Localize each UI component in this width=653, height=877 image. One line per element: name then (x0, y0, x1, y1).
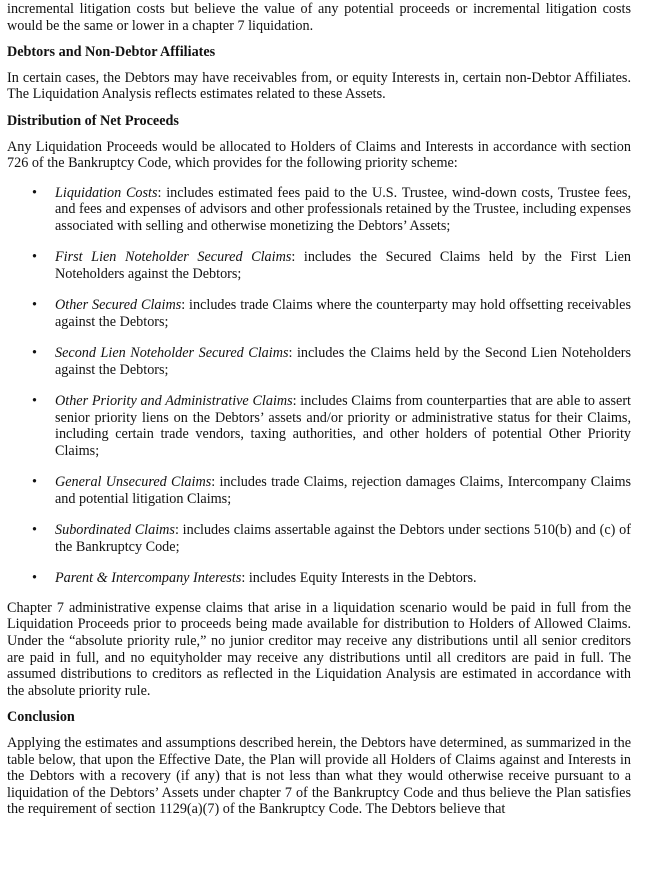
affiliates-paragraph: In certain cases, the Debtors may have receivables from, or equity Interests in, certain non-Debtor Affiliates. The Liquidation Analysis reflects estimates related to these Assets. (7, 69, 631, 103)
bullet-icon: • (32, 249, 37, 266)
priority-term: First Lien Noteholder Secured Claims (55, 249, 292, 266)
conclusion-paragraph: Applying the estimates and assumptions described herein, the Debtors have determined, as summarized in the table below, that upon the Effective Date, the Plan will provide all Holders of Claims against and Interests in the Debtors with a recovery (if any) that is not less than what they would otherwise receive pursuant to a liquidation of the Debtors’ Assets under chapter 7 of the Bankruptcy Code and thus believe the Plan satisfies the requirement of section 1129(a)(7) of the Bankruptcy Code. The Debtors believe that (7, 734, 631, 818)
priority-description: : includes claims assertable against the Debtors under sections 510(b) and (c) of the Bankruptcy Code; (55, 522, 631, 556)
bullet-icon: • (32, 474, 37, 491)
priority-term: Liquidation Costs (55, 184, 158, 201)
document-page (0, 1, 653, 818)
priority-description: : includes the Claims held by the Second Lien Noteholders against the Debtors; (55, 345, 632, 378)
priority-term: Other Secured Claims (55, 297, 182, 314)
priority-description: : includes the Secured Claims held by the First Lien Noteholders against the Debtors; (55, 249, 631, 282)
bullet-icon: • (32, 393, 37, 410)
list-item-subordinated (7, 522, 631, 555)
list-item-first-lien-secured (7, 249, 631, 282)
list-item-other-secured (7, 297, 631, 330)
list-item-liquidation-costs (7, 185, 631, 235)
heading-conclusion: Conclusion (7, 709, 75, 726)
priority-term: Second Lien Noteholder Secured Claims (55, 345, 289, 362)
priority-term: Other Priority and Administrative Claims (55, 393, 293, 410)
bullet-icon: • (32, 184, 37, 201)
priority-description: : includes Equity Interests in the Debtors. (241, 570, 477, 587)
priority-term: General Unsecured Claims (55, 474, 212, 491)
intro-paragraph: incremental litigation costs but believe the value of any potential proceeds or incremental litigation costs would be the same or lower in a chapter 7 liquidation. (7, 1, 631, 34)
chapter7-admin-paragraph: Chapter 7 administrative expense claims that arise in a liquidation scenario would be paid in full from the Liquidation Proceeds prior to proceeds being made available for distribution to Holders of Allowed Claims. Under the “absolute priority rule,” no junior creditor may receive any distributions until all senior creditors are paid in full, and no equityholder may receive any distributions until all creditors are paid in full. The assumed distributions to creditors as reflected in the Liquidation Analysis are estimated in accordance with the absolute priority rule. (7, 599, 631, 699)
priority-description: : includes trade Claims where the counterparty may hold offsetting receivables against the Debtors; (55, 297, 631, 330)
heading-distribution-net-proceeds: Distribution of Net Proceeds (7, 112, 179, 129)
priority-scheme-list (7, 185, 631, 587)
bullet-icon: • (32, 522, 37, 539)
bullet-icon: • (32, 570, 37, 587)
list-item-other-priority-admin (7, 393, 631, 459)
heading-debtors-affiliates: Debtors and Non-Debtor Affiliates (7, 44, 216, 61)
priority-term: Parent & Intercompany Interests (55, 570, 242, 587)
list-item-parent-intercompany (7, 570, 631, 587)
bullet-icon: • (32, 297, 37, 314)
bullet-icon: • (32, 345, 37, 362)
distribution-paragraph: Any Liquidation Proceeds would be allocated to Holders of Claims and Interests in accordance with section 726 of the Bankruptcy Code, which provides for the following priority scheme: (7, 138, 631, 172)
priority-description: : includes trade Claims, rejection damages Claims, Intercompany Claims and potential litigation Claims; (55, 474, 631, 508)
list-item-general-unsecured (7, 474, 631, 507)
priority-term: Subordinated Claims (55, 522, 175, 539)
priority-description: : includes Claims from counterparties that are able to assert senior priority liens on the Debtors’ assets and/or priority or administrative status for their Claims, including certain trade vendors, taxing authorities, and other holders of potential Other Priority Claims; (55, 393, 632, 460)
list-item-second-lien-secured (7, 345, 631, 378)
priority-description: : includes estimated fees paid to the U.S. Trustee, wind-down costs, Trustee fees, and fees and expenses of advisors and other professionals retained by the Trustee, including expenses associated with selling and otherwise monetizing the Debtors’ Assets; (55, 184, 631, 234)
